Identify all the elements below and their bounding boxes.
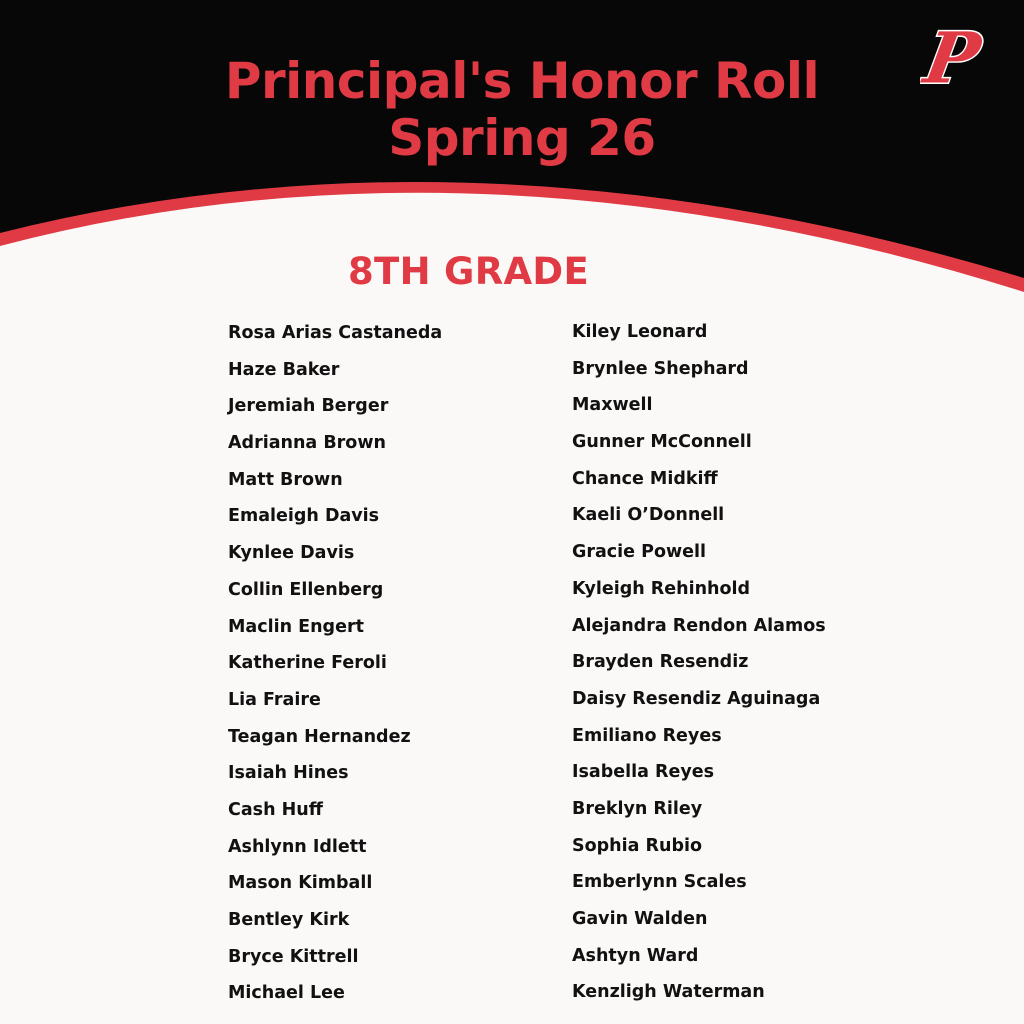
list-item: Bryce Kittrell xyxy=(228,946,359,967)
list-item: Ashlynn Idlett xyxy=(228,836,367,857)
page-title: Principal's Honor Roll xyxy=(224,52,820,110)
svg-text:P: P xyxy=(920,20,986,96)
grade-heading: 8TH GRADE xyxy=(348,250,590,293)
list-item: Chance Midkiff xyxy=(572,468,718,489)
list-item: Kiley Leonard xyxy=(572,322,708,342)
list-item: Isaiah Hines xyxy=(228,763,349,784)
list-item: Alejandra Rendon Alamos xyxy=(572,615,826,636)
list-item: Maclin Engert xyxy=(228,616,364,637)
list-item: Isabella Reyes xyxy=(572,762,715,783)
names-left-column xyxy=(228,315,442,1012)
list-item: Emaleigh Davis xyxy=(228,506,380,527)
list-item: Sophia Rubio xyxy=(572,835,702,856)
list-item: Collin Ellenberg xyxy=(228,579,384,600)
list-item: Adrianna Brown xyxy=(228,433,386,454)
list-item: Katherine Feroli xyxy=(228,653,387,674)
list-item: Brynlee Shephard xyxy=(572,358,749,379)
list-item: Jeremiah Berger xyxy=(228,396,389,417)
list-item: Gracie Powell xyxy=(572,542,707,563)
list-item: Maxwell xyxy=(572,395,653,416)
list-item: Lia Fraire xyxy=(228,689,321,710)
list-item: Emberlynn Scales xyxy=(572,872,747,893)
list-item: Gavin Walden xyxy=(572,909,708,929)
list-item: Bentley Kirk xyxy=(228,910,350,930)
list-item: Brayden Resendiz xyxy=(572,652,749,673)
names-right-column xyxy=(572,314,826,1011)
list-item: Teagan Hernandez xyxy=(228,726,411,747)
list-item: Emiliano Reyes xyxy=(572,725,722,746)
list-item: Daisy Resendiz Aguinaga xyxy=(572,688,821,709)
list-item: Kenzligh Waterman xyxy=(572,982,765,1003)
list-item: Michael Lee xyxy=(228,983,345,1004)
list-item: Cash Huff xyxy=(228,799,323,820)
list-item: Kynlee Davis xyxy=(228,543,355,564)
list-item: Gunner McConnell xyxy=(572,432,752,453)
list-item: Rosa Arias Castaneda xyxy=(228,323,443,343)
list-item: Ashtyn Ward xyxy=(572,945,699,966)
list-item: Kaeli O’Donnell xyxy=(572,505,725,526)
page-subtitle: Spring 26 xyxy=(388,109,656,167)
list-item: Breklyn Riley xyxy=(572,798,703,819)
list-item: Mason Kimball xyxy=(228,873,373,894)
list-item: Kyleigh Rehinhold xyxy=(572,578,751,599)
list-item: Matt Brown xyxy=(228,469,343,490)
list-item: Haze Baker xyxy=(228,359,340,380)
